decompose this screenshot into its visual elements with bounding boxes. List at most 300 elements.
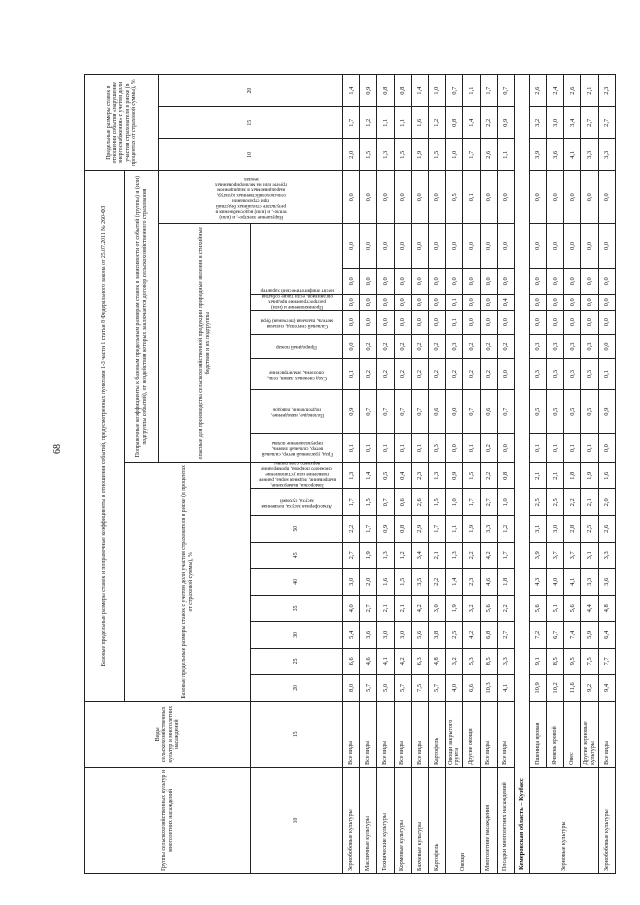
table-cell: 2,3 bbox=[411, 462, 428, 489]
row-group: Картофель bbox=[428, 767, 445, 873]
table-cell: 2,2 bbox=[480, 107, 497, 139]
header-group-col: Группы сельскохозяйственных культур и многолетних насаждений bbox=[85, 767, 251, 873]
table-cell: 0,2 bbox=[394, 334, 411, 358]
table-cell: 3,3 bbox=[480, 516, 497, 543]
table-cell: 0,2 bbox=[360, 334, 377, 358]
header-share-50: 50 bbox=[251, 516, 343, 543]
table-cell: 0,3 bbox=[564, 334, 581, 358]
table-cell: 1,5 bbox=[394, 569, 411, 596]
table-cell: 3,1 bbox=[581, 542, 598, 569]
table-cell: 0,5 bbox=[581, 390, 598, 434]
table-cell: 0,0 bbox=[428, 224, 445, 268]
table-cell: 1,4 bbox=[463, 107, 480, 139]
table-cell: 0,9 bbox=[343, 390, 360, 434]
table-cell: 0,7 bbox=[360, 390, 377, 434]
table-cell: 1,5 bbox=[394, 139, 411, 171]
table-cell: 0,0 bbox=[446, 224, 463, 268]
row-group: Зернобобовые культуры bbox=[598, 767, 615, 873]
table-cell: 3,8 bbox=[428, 622, 445, 649]
table-cell: 1,4 bbox=[343, 75, 360, 107]
table-cell: 4,0 bbox=[547, 569, 564, 596]
table-cell: 3,2 bbox=[529, 107, 546, 139]
row-group: Зерновые культуры bbox=[529, 767, 598, 873]
table-cell: 0,1 bbox=[411, 434, 428, 463]
header-event-text: Заморозки, вымерзание, выпревание, ледяная корка, раннее появление или установление снежного покрова, промерзание верхнего слоя почвы bbox=[257, 460, 336, 489]
table-cell: 0,0 bbox=[529, 268, 546, 295]
table-cell: 0,7 bbox=[411, 390, 428, 434]
table-row bbox=[529, 75, 546, 874]
table-cell: 9,1 bbox=[529, 648, 546, 675]
table-cell: 4,8 bbox=[598, 595, 615, 622]
row-kind: Все виды bbox=[480, 701, 497, 767]
table-cell: 0,0 bbox=[394, 224, 411, 268]
table-cell: 10,2 bbox=[547, 675, 564, 702]
table-cell: 5,1 bbox=[547, 595, 564, 622]
header-event-2 bbox=[251, 462, 343, 489]
table-cell: 4,1 bbox=[497, 675, 514, 702]
table-row bbox=[394, 75, 411, 874]
table-cell: 0,3 bbox=[564, 359, 581, 390]
table-cell: 0,0 bbox=[463, 224, 480, 268]
table-cell: 2,9 bbox=[411, 516, 428, 543]
table-cell: 2,6 bbox=[564, 75, 581, 107]
row-group: Зернобобовые культуры bbox=[343, 767, 360, 873]
table-cell: 0,0 bbox=[446, 268, 463, 295]
table-cell: 3,0 bbox=[394, 622, 411, 649]
header-share-45: 45 bbox=[251, 542, 343, 569]
row-kind: Все виды bbox=[343, 701, 360, 767]
table-cell: 4,2 bbox=[463, 622, 480, 649]
row-kind: Другие овощи bbox=[463, 701, 480, 767]
table-row bbox=[360, 75, 377, 874]
table-cell: 0,0 bbox=[497, 171, 514, 224]
table-cell: 1,5 bbox=[428, 489, 445, 516]
table-cell: 2,1 bbox=[581, 489, 598, 516]
table-cell: 0,7 bbox=[394, 390, 411, 434]
table-cell: 2,0 bbox=[343, 139, 360, 171]
table-cell: 0,3 bbox=[428, 434, 445, 463]
table-cell: 1,7 bbox=[497, 542, 514, 569]
table-cell: 0,0 bbox=[428, 268, 445, 295]
table-cell: 0,0 bbox=[394, 295, 411, 310]
table-cell: 0,0 bbox=[446, 390, 463, 434]
table-cell: 6,3 bbox=[411, 648, 428, 675]
table-cell: 0,2 bbox=[377, 334, 394, 358]
table-cell: 0,9 bbox=[377, 516, 394, 543]
table-cell: 0,8 bbox=[394, 75, 411, 107]
table-cell: 0,2 bbox=[480, 334, 497, 358]
table-cell: 1,5 bbox=[428, 139, 445, 171]
table-cell: 3,6 bbox=[360, 622, 377, 649]
table-cell: 0,8 bbox=[394, 516, 411, 543]
table-cell: 1,2 bbox=[497, 516, 514, 543]
table-cell: 0,1 bbox=[463, 434, 480, 463]
header-base-rates: Базовые предельные размеры ставок с учетом доли участия страхователя в риске (в процентах от страховой суммы), % bbox=[125, 462, 251, 701]
table-cell: 0,0 bbox=[598, 268, 615, 295]
table-cell: 0,4 bbox=[394, 462, 411, 489]
table-cell: 4,1 bbox=[564, 569, 581, 596]
table-cell: 0,1 bbox=[581, 434, 598, 463]
table-cell: 0,7 bbox=[497, 75, 514, 107]
table-cell: 0,0 bbox=[343, 268, 360, 295]
region-title: Кемеровская область – Кузбасс bbox=[514, 75, 529, 874]
table-cell: 0,6 bbox=[480, 390, 497, 434]
table-cell: 4,1 bbox=[564, 139, 581, 171]
row-group: Кормовые культуры bbox=[394, 767, 411, 873]
table-cell: 0,9 bbox=[360, 75, 377, 107]
table-cell: 10,9 bbox=[529, 675, 546, 702]
table-cell: 6,7 bbox=[547, 622, 564, 649]
table-cell: 3,0 bbox=[547, 516, 564, 543]
table-cell: 0,0 bbox=[394, 171, 411, 224]
table-cell: 0,0 bbox=[428, 171, 445, 224]
header-title: Базовые предельные размеры ставок и поправочные коэффициенты в отношении событий, предусмотренных пунктами 1-3 части 1 статьи 8 Федерального закона от 25.07.2011 № 260-ФЗ bbox=[85, 171, 125, 701]
table-cell: 0,0 bbox=[360, 268, 377, 295]
table-cell: 1,1 bbox=[394, 107, 411, 139]
table-cell: 1,3 bbox=[343, 462, 360, 489]
table-cell: 2,5 bbox=[547, 489, 564, 516]
region-row bbox=[514, 75, 529, 874]
header-event-text: Град, ураганный ветер, сильный ветер, сильный ливень, переувлажнение почвы bbox=[260, 440, 333, 458]
table-cell: 1,7 bbox=[463, 489, 480, 516]
table-cell: 0,1 bbox=[343, 359, 360, 390]
row-kind: Другие зерновые культуры bbox=[581, 701, 598, 767]
table-cell: 0,0 bbox=[581, 268, 598, 295]
table-cell: 2,7 bbox=[598, 107, 615, 139]
table-cell: 2,3 bbox=[598, 75, 615, 107]
table-cell: 2,7 bbox=[360, 595, 377, 622]
table-row bbox=[343, 75, 360, 874]
table-cell: 1,2 bbox=[360, 107, 377, 139]
table-cell: 2,5 bbox=[446, 622, 463, 649]
rates-table bbox=[84, 74, 616, 874]
table-cell: 4,6 bbox=[480, 569, 497, 596]
table-cell: 1,7 bbox=[343, 107, 360, 139]
table-cell: 8,0 bbox=[343, 675, 360, 702]
table-cell: 0,1 bbox=[598, 359, 615, 390]
table-cell: 1,9 bbox=[446, 595, 463, 622]
table-cell: 1,2 bbox=[428, 107, 445, 139]
header-event-1 bbox=[251, 489, 343, 516]
table-cell: 6,6 bbox=[463, 675, 480, 702]
table-cell: 4,2 bbox=[480, 542, 497, 569]
table-cell: 0,0 bbox=[411, 295, 428, 310]
table-cell: 0,1 bbox=[446, 295, 463, 310]
table-cell: 8,5 bbox=[480, 648, 497, 675]
table-cell: 0,3 bbox=[446, 334, 463, 358]
table-cell: 2,0 bbox=[598, 489, 615, 516]
table-cell: 0,1 bbox=[463, 171, 480, 224]
table-cell: 0,7 bbox=[497, 390, 514, 434]
table-cell: 11,6 bbox=[564, 675, 581, 702]
table-row bbox=[497, 75, 514, 874]
table-cell: 0,0 bbox=[394, 310, 411, 334]
table-cell: 0,2 bbox=[411, 359, 428, 390]
table-cell: 4,4 bbox=[581, 595, 598, 622]
table-cell: 1,1 bbox=[497, 139, 514, 171]
table-cell: 0,0 bbox=[564, 295, 581, 310]
table-cell: 1,3 bbox=[428, 462, 445, 489]
table-cell: 0,2 bbox=[428, 359, 445, 390]
table-cell: 0,0 bbox=[411, 268, 428, 295]
table-cell: 3,4 bbox=[411, 542, 428, 569]
table-cell: 0,0 bbox=[411, 171, 428, 224]
table-cell: 0,0 bbox=[446, 434, 463, 463]
table-cell: 0,0 bbox=[463, 295, 480, 310]
table-cell: 0,6 bbox=[394, 489, 411, 516]
table-cell: 1,7 bbox=[428, 516, 445, 543]
header-limit-rates: Предельные размеры ставок в отношении события «нарушение энергоснабжения» с учетом доли участия страхователя в риске (в процентах от страховой суммы), % bbox=[85, 75, 159, 171]
table-cell: 6,8 bbox=[480, 622, 497, 649]
table-row bbox=[463, 75, 480, 874]
table-cell: 1,4 bbox=[446, 569, 463, 596]
row-kind: Пшеница яровая bbox=[529, 701, 546, 767]
table-row bbox=[547, 75, 564, 874]
table-cell: 0,0 bbox=[529, 295, 546, 310]
table-cell: 3,0 bbox=[547, 107, 564, 139]
table-cell: 2,7 bbox=[497, 622, 514, 649]
table-cell: 0,0 bbox=[564, 224, 581, 268]
header-event-6 bbox=[251, 334, 343, 358]
table-cell: 0,0 bbox=[598, 295, 615, 310]
header-event-5 bbox=[251, 359, 343, 390]
table-cell: 0,2 bbox=[480, 434, 497, 463]
table-cell: 2,2 bbox=[343, 516, 360, 543]
table-cell: 5,6 bbox=[411, 622, 428, 649]
table-cell: 0,0 bbox=[360, 295, 377, 310]
header-event-4 bbox=[251, 390, 343, 434]
table-cell: 0,0 bbox=[497, 359, 514, 390]
header-event-power-text: Нарушение электро-, и (или) тепло-, и (или) водоснабжения в результате стихийных бедствий при страховании сельскохозяйственных культур, выращиваемых в защищенном грунте или на мелиорированных землях bbox=[214, 176, 287, 221]
table-cell: 3,4 bbox=[564, 107, 581, 139]
row-kind: Все виды bbox=[360, 701, 377, 767]
table-cell: 0,0 bbox=[411, 224, 428, 268]
header-kind-col: Виды сельскохозяйственных культур и многолетних насаждений bbox=[85, 701, 251, 767]
table-cell: 1,5 bbox=[463, 462, 480, 489]
table-cell: 1,0 bbox=[497, 489, 514, 516]
table-cell: 0,0 bbox=[497, 268, 514, 295]
table-cell: 0,1 bbox=[564, 434, 581, 463]
table-cell: 2,1 bbox=[581, 75, 598, 107]
table-cell: 0,1 bbox=[446, 310, 463, 334]
header-event-text: Сход снежных лавин, сель, оползень, землетрясение bbox=[266, 369, 327, 381]
row-kind: Овес bbox=[564, 701, 581, 767]
table-cell: 1,3 bbox=[377, 139, 394, 171]
table-cell: 0,0 bbox=[377, 295, 394, 310]
table-cell: 0,0 bbox=[598, 334, 615, 358]
table-cell: 0,5 bbox=[377, 462, 394, 489]
table-cell: 1,7 bbox=[480, 75, 497, 107]
table-cell: 0,0 bbox=[564, 310, 581, 334]
table-cell: 0,0 bbox=[480, 171, 497, 224]
table-cell: 0,3 bbox=[547, 334, 564, 358]
table-cell: 0,0 bbox=[480, 295, 497, 310]
row-kind: Овощи закрытого грунта bbox=[446, 701, 463, 767]
table-cell: 1,7 bbox=[343, 489, 360, 516]
header-share-20: 20 bbox=[251, 675, 343, 702]
table-row bbox=[598, 75, 615, 874]
table-cell: 1,0 bbox=[446, 489, 463, 516]
table-cell: 0,3 bbox=[529, 359, 546, 390]
table-cell: 3,3 bbox=[598, 139, 615, 171]
header-coef-sub: опасные для производства сельскохозяйственной продукции природные явления и стихийные бедствия и их подгруппы bbox=[159, 224, 251, 463]
table-cell: 0,9 bbox=[446, 462, 463, 489]
table-cell: 5,0 bbox=[377, 675, 394, 702]
row-group: Овощи bbox=[446, 767, 480, 873]
table-cell: 2,7 bbox=[343, 542, 360, 569]
table-cell: 1,8 bbox=[497, 569, 514, 596]
table-cell: 0,0 bbox=[360, 224, 377, 268]
table-cell: 0,0 bbox=[377, 224, 394, 268]
header-limit-share-20: 20 bbox=[159, 75, 343, 107]
table-cell: 3,5 bbox=[411, 569, 428, 596]
row-group: Технические культуры bbox=[377, 767, 394, 873]
header-event-3 bbox=[251, 434, 343, 463]
table-cell: 3,0 bbox=[343, 569, 360, 596]
table-row bbox=[377, 75, 394, 874]
header-event-7 bbox=[251, 310, 343, 334]
table-cell: 0,5 bbox=[547, 390, 564, 434]
table-cell: 2,6 bbox=[529, 75, 546, 107]
table-cell: 2,1 bbox=[547, 462, 564, 489]
table-cell: 0,0 bbox=[463, 310, 480, 334]
table-cell: 3,3 bbox=[598, 542, 615, 569]
table-cell: 0,0 bbox=[480, 310, 497, 334]
table-cell: 7,5 bbox=[581, 648, 598, 675]
table-cell: 3,7 bbox=[547, 542, 564, 569]
row-kind: Картофель bbox=[428, 701, 445, 767]
table-cell: 5,7 bbox=[394, 675, 411, 702]
table-cell: 0,2 bbox=[497, 334, 514, 358]
table-cell: 1,9 bbox=[581, 462, 598, 489]
table-cell: 2,6 bbox=[480, 139, 497, 171]
table-cell: 0,0 bbox=[360, 310, 377, 334]
table-cell: 1,6 bbox=[411, 107, 428, 139]
table-cell: 0,9 bbox=[497, 107, 514, 139]
row-kind: Все виды bbox=[394, 701, 411, 767]
table-row bbox=[480, 75, 497, 874]
table-cell: 0,0 bbox=[581, 171, 598, 224]
table-cell: 0,0 bbox=[529, 171, 546, 224]
row-kind: Ячмень яровой bbox=[547, 701, 564, 767]
table-cell: 2,6 bbox=[598, 516, 615, 543]
table-cell: 1,0 bbox=[446, 139, 463, 171]
table-cell: 0,8 bbox=[497, 462, 514, 489]
table-cell: 4,0 bbox=[446, 675, 463, 702]
table-cell: 0,5 bbox=[446, 171, 463, 224]
table-row bbox=[446, 75, 463, 874]
table-cell: 0,2 bbox=[411, 334, 428, 358]
table-cell: 1,8 bbox=[564, 462, 581, 489]
table-cell: 0,1 bbox=[547, 434, 564, 463]
table-row bbox=[428, 75, 445, 874]
table-cell: 0,7 bbox=[377, 390, 394, 434]
table-cell: 0,1 bbox=[529, 434, 546, 463]
table-cell: 2,2 bbox=[564, 489, 581, 516]
table-cell: 0,0 bbox=[529, 310, 546, 334]
table-cell: 1,6 bbox=[598, 462, 615, 489]
table-cell: 4,1 bbox=[377, 648, 394, 675]
table-cell: 0,0 bbox=[564, 268, 581, 295]
table-cell: 1,2 bbox=[394, 542, 411, 569]
row-group: Многолетние насаждения bbox=[480, 767, 497, 873]
table-cell: 0,2 bbox=[428, 334, 445, 358]
table-cell: 0,0 bbox=[598, 224, 615, 268]
table-cell: 0,0 bbox=[377, 268, 394, 295]
table-cell: 7,5 bbox=[411, 675, 428, 702]
table-cell: 0,0 bbox=[463, 268, 480, 295]
table-cell: 2,2 bbox=[480, 462, 497, 489]
table-cell: 0,0 bbox=[598, 434, 615, 463]
table-cell: 3,1 bbox=[529, 516, 546, 543]
table-cell: 0,5 bbox=[564, 390, 581, 434]
table-cell: 0,2 bbox=[480, 359, 497, 390]
table-cell: 3,3 bbox=[581, 569, 598, 596]
table-cell: 3,0 bbox=[428, 595, 445, 622]
table-cell: 0,0 bbox=[343, 295, 360, 310]
table-cell: 0,0 bbox=[581, 224, 598, 268]
table-cell: 0,0 bbox=[394, 268, 411, 295]
table-cell: 5,7 bbox=[360, 675, 377, 702]
table-cell: 9,4 bbox=[598, 675, 615, 702]
table-cell: 1,1 bbox=[446, 516, 463, 543]
table-cell: 1,5 bbox=[360, 489, 377, 516]
table-cell: 4,2 bbox=[411, 595, 428, 622]
table-cell: 0,0 bbox=[581, 310, 598, 334]
table-cell: 3,3 bbox=[581, 139, 598, 171]
table-cell: 0,0 bbox=[343, 310, 360, 334]
table-cell: 0,0 bbox=[547, 268, 564, 295]
table-cell: 0,6 bbox=[428, 390, 445, 434]
header-share-10: 10 bbox=[251, 767, 343, 873]
table-cell: 0,0 bbox=[564, 171, 581, 224]
table-cell: 2,5 bbox=[529, 489, 546, 516]
table-cell: 1,9 bbox=[360, 542, 377, 569]
table-cell: 0,3 bbox=[581, 359, 598, 390]
table-cell: 0,9 bbox=[598, 390, 615, 434]
table-cell: 0,0 bbox=[343, 224, 360, 268]
table-cell: 0,0 bbox=[480, 224, 497, 268]
table-cell: 1,7 bbox=[360, 516, 377, 543]
table-cell: 5,3 bbox=[463, 648, 480, 675]
table-cell: 3,2 bbox=[446, 648, 463, 675]
table-cell: 0,3 bbox=[581, 334, 598, 358]
table-cell: 1,0 bbox=[428, 75, 445, 107]
table-cell: 7,2 bbox=[529, 622, 546, 649]
table-cell: 0,0 bbox=[547, 171, 564, 224]
table-cell: 0,7 bbox=[463, 390, 480, 434]
table-cell: 2,2 bbox=[428, 569, 445, 596]
table-cell: 2,4 bbox=[547, 75, 564, 107]
header-share-35: 35 bbox=[251, 595, 343, 622]
table-cell: 0,0 bbox=[343, 334, 360, 358]
table-cell: 0,2 bbox=[463, 359, 480, 390]
table-cell: 2,1 bbox=[394, 595, 411, 622]
table-cell: 0,3 bbox=[547, 359, 564, 390]
table-cell: 0,4 bbox=[497, 295, 514, 310]
header-share-30: 30 bbox=[251, 622, 343, 649]
table-row bbox=[411, 75, 428, 874]
header-event-text: Проникновение и (или) распространение вредных организмов, если такие события носят эпифитотический характер bbox=[259, 287, 334, 310]
rotated-table-wrapper bbox=[84, 74, 616, 874]
header-share-15: 15 bbox=[251, 701, 343, 767]
table-cell: 5,6 bbox=[564, 595, 581, 622]
table-cell: 0,0 bbox=[529, 224, 546, 268]
table-cell: 3,9 bbox=[529, 139, 546, 171]
header-event-text: Природный пожар bbox=[276, 344, 317, 351]
table-cell: 1,1 bbox=[463, 75, 480, 107]
table-cell: 2,8 bbox=[564, 516, 581, 543]
